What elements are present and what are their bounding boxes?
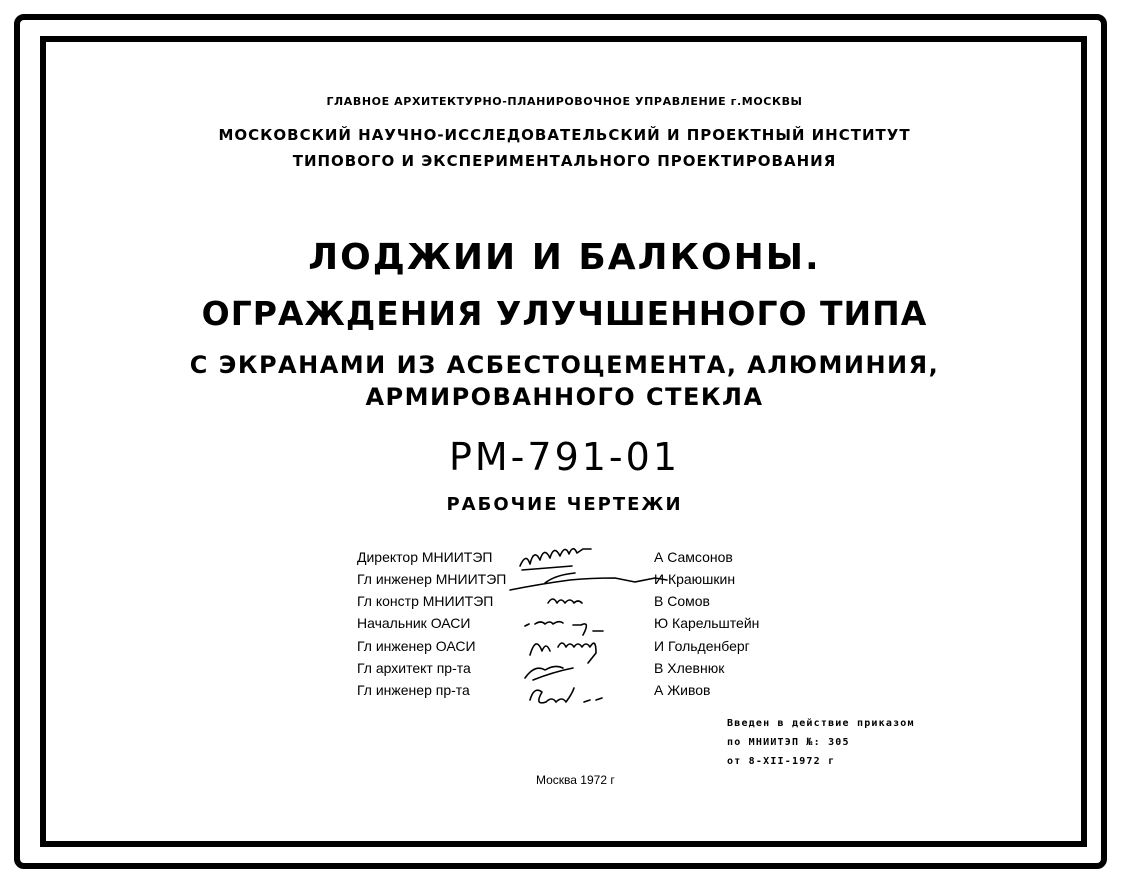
signature-role: Начальник ОАСИ bbox=[357, 615, 471, 631]
signature-role: Гл инженер пр-та bbox=[357, 682, 470, 698]
decree-line-3: от 8-XII-1972 г bbox=[727, 756, 836, 767]
document-code: РМ-791-01 bbox=[448, 435, 680, 479]
signature-role: Гл инженер МНИИТЭП bbox=[357, 571, 507, 587]
document-subtitle: РАБОЧИЕ ЧЕРТЕЖИ bbox=[446, 494, 683, 515]
signature-scribble bbox=[548, 599, 582, 603]
signature-name: Ю Карельштейн bbox=[654, 615, 760, 631]
signature-name: В Хлевнюк bbox=[654, 660, 725, 676]
signature-role: Гл инженер ОАСИ bbox=[357, 638, 476, 654]
signature-scribble bbox=[520, 549, 591, 566]
title-line-1: ЛОДЖИИ И БАЛКОНЫ. bbox=[308, 237, 821, 278]
signature-name: И Краюшкин bbox=[654, 571, 736, 587]
signature-scribble bbox=[530, 688, 602, 703]
signature-scribble bbox=[522, 566, 572, 570]
decree-line-2: по МНИИТЭП №: 305 bbox=[727, 737, 850, 748]
signature-scribble bbox=[530, 643, 596, 663]
title-line-4: АРМИРОВАННОГО СТЕКЛА bbox=[365, 383, 764, 411]
signature-name: В Сомов bbox=[654, 593, 710, 609]
signature-name: А Живов bbox=[654, 682, 711, 698]
signature-scribble bbox=[510, 578, 667, 590]
signature-name: А Самсонов bbox=[654, 549, 733, 565]
signature-scribble bbox=[525, 666, 573, 680]
signature-scribble bbox=[525, 622, 603, 635]
header-line-1: ГЛАВНОЕ АРХИТЕКТУРНО-ПЛАНИРОВОЧНОЕ УПРАВЛЕНИЕ г.МОСКВЫ bbox=[326, 95, 803, 108]
title-line-3: С ЭКРАНАМИ ИЗ АСБЕСТОЦЕМЕНТА, АЛЮМИНИЯ, bbox=[189, 351, 940, 379]
header-line-2: МОСКОВСКИЙ НАУЧНО-ИССЛЕДОВАТЕЛЬСКИЙ И ПРОЕКТНЫЙ ИНСТИТУТ bbox=[218, 126, 911, 144]
decree-line-1: Введен в действие приказом bbox=[727, 718, 915, 729]
signature-role: Директор МНИИТЭП bbox=[357, 549, 493, 565]
city-year: Москва 1972 г bbox=[536, 773, 615, 787]
signature-role: Гл констр МНИИТЭП bbox=[357, 593, 494, 609]
signature-name: И Гольденберг bbox=[654, 638, 750, 654]
title-line-2: ОГРАЖДЕНИЯ УЛУЧШЕННОГО ТИПА bbox=[201, 294, 928, 333]
header-line-3: ТИПОВОГО И ЭКСПЕРИМЕНТАЛЬНОГО ПРОЕКТИРОВАНИЯ bbox=[292, 152, 837, 170]
signature-role: Гл архитект пр-та bbox=[357, 660, 471, 676]
